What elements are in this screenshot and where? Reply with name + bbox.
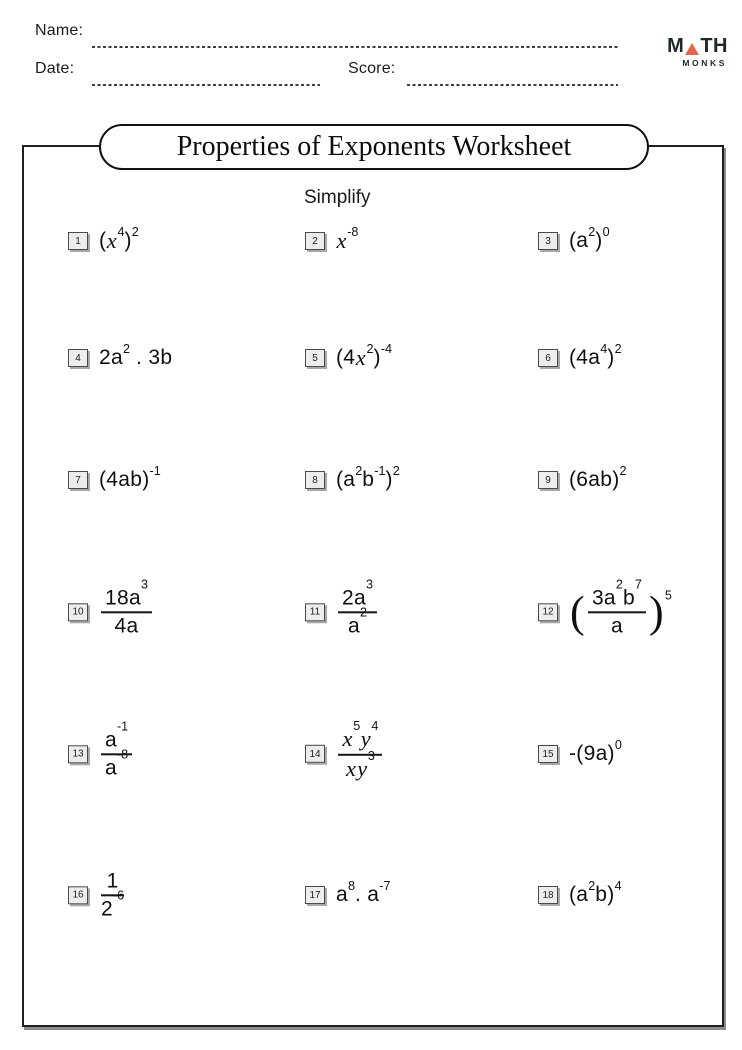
worksheet-title-pill — [99, 124, 649, 170]
problem-item — [68, 868, 126, 921]
problem-item — [305, 577, 379, 638]
problem-item — [305, 341, 392, 371]
math-exponent: 2 — [131, 224, 139, 239]
date-label: Date: — [35, 60, 75, 77]
problem-item — [305, 719, 384, 782]
math-text: a — [105, 728, 117, 752]
math-text: b) — [595, 883, 615, 906]
math-exponent: 2 — [588, 224, 596, 239]
math-text: b — [362, 468, 375, 491]
math-exponent: 2 — [355, 463, 363, 478]
problem-item — [305, 463, 400, 492]
logo-letter-m: M — [667, 35, 685, 57]
math-variable: y — [357, 755, 368, 781]
problem-item — [538, 463, 627, 492]
logo-wordmark — [648, 36, 728, 56]
fraction-denominator — [338, 748, 382, 783]
math-text: b — [622, 586, 635, 610]
math-exponent: -8 — [116, 747, 129, 762]
math-exponent: 2 — [366, 341, 374, 356]
problem-expression — [99, 224, 139, 254]
name-label: Name: — [35, 22, 84, 39]
problem-number-badge: 3 — [538, 232, 558, 250]
math-exponent: 4 — [600, 341, 608, 356]
math-text: ) — [124, 229, 132, 252]
math-text: 2 — [101, 897, 113, 921]
math-variable: y — [360, 725, 371, 751]
problem-number-badge: 15 — [538, 745, 558, 763]
fraction — [101, 577, 152, 638]
math-exponent: 3 — [367, 748, 375, 763]
problem-expression — [569, 878, 622, 907]
problem-expression — [99, 463, 161, 492]
problem-number-badge: 14 — [305, 745, 325, 763]
math-text: (4 — [336, 346, 356, 369]
math-exponent: 3 — [365, 577, 373, 592]
math-exponent: -7 — [379, 878, 391, 893]
fraction-denominator — [101, 614, 152, 639]
problem-item — [538, 577, 672, 638]
math-exponent: 2 — [122, 341, 130, 356]
math-exponent: -1 — [116, 719, 129, 734]
problem-expression — [336, 341, 392, 371]
date-field-line — [92, 84, 320, 86]
math-text: a — [347, 614, 360, 638]
math-text: a — [610, 614, 623, 638]
worksheet-body-box — [22, 145, 724, 1027]
math-text: ) — [385, 468, 393, 491]
problem-item — [538, 878, 622, 907]
math-exponent: -4 — [380, 341, 392, 356]
math-text: 4a — [114, 614, 139, 638]
fraction-numerator — [101, 577, 152, 613]
math-exponent: 4 — [371, 719, 379, 734]
name-field-line — [92, 46, 618, 48]
problem-item — [68, 463, 161, 492]
math-text: (6ab) — [569, 468, 620, 491]
math-text: a — [105, 756, 117, 780]
math-text: 1 — [106, 869, 119, 893]
problem-item — [68, 577, 154, 638]
math-variable: x — [342, 725, 353, 751]
problem-number-badge: 13 — [68, 745, 88, 763]
math-text: ( — [99, 229, 107, 252]
math-exponent: 4 — [117, 224, 125, 239]
math-exponent: 2 — [619, 463, 627, 478]
problem-number-badge: 8 — [305, 471, 325, 489]
instruction-text: Simplify — [304, 187, 371, 208]
math-text: ) — [595, 229, 603, 252]
problem-expression — [336, 577, 379, 638]
problem-number-badge: 18 — [538, 886, 558, 904]
problem-expression — [336, 224, 359, 254]
problem-number-badge: 7 — [68, 471, 88, 489]
logo-letters-th: TH — [700, 35, 728, 57]
math-exponent: 2 — [588, 878, 596, 893]
math-exponent: -8 — [347, 224, 359, 239]
problem-expression — [569, 224, 610, 253]
problem-item — [305, 878, 391, 907]
score-label: Score: — [348, 60, 396, 77]
problem-number-badge: 6 — [538, 349, 558, 367]
problem-item — [68, 224, 139, 254]
math-text: 2a — [99, 346, 123, 369]
fraction-denominator — [101, 747, 132, 781]
math-exponent: 2 — [615, 577, 623, 592]
problem-expression — [569, 341, 622, 370]
math-text: (a — [336, 468, 356, 491]
fraction-numerator — [338, 577, 377, 613]
math-variable: x — [346, 755, 357, 781]
problem-expression — [99, 341, 173, 370]
problem-expression — [99, 719, 134, 780]
fraction-denominator — [588, 614, 646, 639]
worksheet-title: Properties of Exponents Worksheet — [176, 131, 572, 162]
problem-number-badge: 17 — [305, 886, 325, 904]
math-text: 18a — [105, 586, 141, 610]
problem-expression — [569, 737, 622, 766]
math-exponent: -1 — [149, 463, 161, 478]
math-text: (4a — [569, 346, 601, 369]
problem-number-badge: 16 — [68, 886, 88, 904]
math-exponent: 7 — [634, 577, 642, 592]
math-text: ) — [373, 346, 381, 369]
problem-number-badge: 12 — [538, 603, 558, 621]
problem-item — [538, 341, 622, 370]
problem-number-badge: 5 — [305, 349, 325, 367]
logo-subtitle: MONKS — [682, 58, 727, 68]
fraction-numerator — [588, 577, 646, 613]
fraction — [338, 577, 377, 638]
problem-expression — [569, 463, 627, 492]
math-text: a — [336, 883, 348, 906]
problem-expression — [336, 463, 400, 492]
problem-expression — [99, 577, 154, 638]
math-text: -(9a) — [569, 742, 615, 765]
problem-number-badge: 9 — [538, 471, 558, 489]
math-text: (a — [569, 229, 589, 252]
problem-item — [68, 719, 134, 780]
triangle-icon — [685, 43, 699, 55]
math-monks-logo — [648, 36, 728, 68]
problem-number-badge: 1 — [68, 232, 88, 250]
problem-item — [538, 737, 622, 766]
problem-number-badge: 11 — [305, 603, 325, 621]
math-exponent: 2 — [359, 605, 367, 620]
math-variable: x — [336, 228, 347, 253]
fraction-denominator — [101, 888, 125, 922]
fraction — [338, 719, 382, 782]
math-text: (4ab) — [99, 468, 150, 491]
math-exponent: 3 — [140, 577, 148, 592]
math-text: . 3b — [129, 346, 173, 369]
problem-expression: ( $\frac{3a^2b^7}{a}$ ) 5 — [570, 577, 672, 638]
math-exponent: -1 — [374, 463, 386, 478]
math-exponent: -6 — [112, 888, 125, 903]
problem-item — [305, 224, 359, 254]
fraction-numerator — [338, 719, 382, 756]
problem-number-badge: 10 — [68, 603, 88, 621]
math-text: (a — [569, 883, 589, 906]
problem-expression — [99, 868, 126, 921]
math-text: . a — [355, 883, 380, 906]
math-exponent: 2 — [614, 341, 622, 356]
problem-item — [68, 341, 173, 370]
problem-item — [538, 224, 610, 253]
math-exponent: 5 — [664, 588, 672, 602]
problem-number-badge: 4 — [68, 349, 88, 367]
fraction — [101, 719, 132, 780]
math-text: ) — [607, 346, 615, 369]
math-text: 2a — [342, 586, 366, 610]
math-exponent: 4 — [614, 878, 622, 893]
math-exponent: 0 — [602, 224, 610, 239]
math-variable: x — [106, 228, 117, 253]
problem-expression — [336, 719, 384, 782]
math-variable: x — [355, 345, 366, 370]
math-exponent: 8 — [347, 878, 355, 893]
fraction-denominator — [338, 605, 377, 639]
math-exponent: 0 — [614, 737, 622, 752]
math-exponent: 5 — [353, 719, 361, 734]
score-field-line — [407, 84, 618, 86]
math-exponent: 2 — [392, 463, 400, 478]
problem-number-badge: 2 — [305, 232, 325, 250]
problem-expression — [336, 878, 391, 907]
math-text: 3a — [591, 586, 616, 610]
fraction — [101, 868, 124, 921]
